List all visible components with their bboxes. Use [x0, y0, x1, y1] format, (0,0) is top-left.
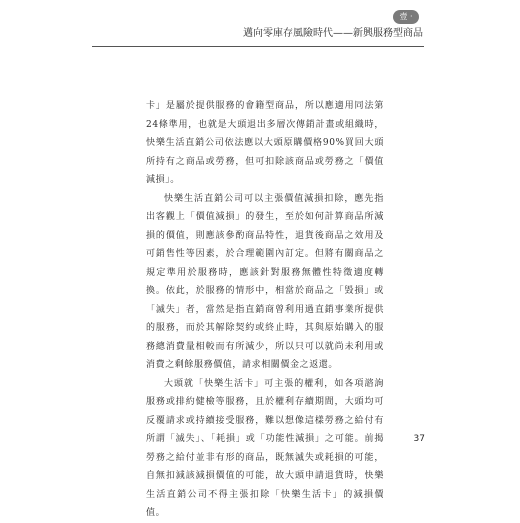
paragraph-1: 卡」是屬於提供服務的會籍型商品，所以應適用同法第24條準用，也就是大頭退出多層次傳銷計畫或組織時，快樂生活直銷公司依法應以大頭原購價格90%買回大頭所持有之商品或勞務，但可扣除該商品或勞務之「價值減損」。	[146, 101, 384, 185]
header-divider	[92, 46, 424, 47]
paragraph-2: 快樂生活直銷公司可以主張價值減損扣除，應先指出客觀上「價值減損」的發生，至於如何計算商品所減損的價值，則應該參酌商品特性，退貨後商品之效用及可銷售性等因素，於合理範圍內訂定。但將有關商品之規定準用於服務時，應該針對服務無體性特徵適度轉換。依此，於服務的情形中，相當於商品之「毀損」或「滅失」者，當然是指直銷商曾利用過直銷事業所提供的服務，而於其解除契約或終止時，其與原始購入的服務總消費量相較而有所減少，所以只可以就尚未利用或消費之剩餘服務價值，請求相關價金之返還。	[146, 193, 384, 370]
chapter-badge: 壹 ·	[393, 10, 419, 24]
running-header-title: 邁向零庫存風險時代——新興服務型商品	[243, 28, 423, 39]
paragraph-3: 大頭就「快樂生活卡」可主張的權利，如各項諮詢服務或排約健檢等服務，且於權利存續期間，大頭均可反覆請求或持續接受服務，難以想像這樣勞務之給付有所謂「滅失」、「耗損」或「功能性減損」之可能。前揭勞務之給付並非有形的商品，既無滅失或耗損的可能，自無扣減該減損價值的可能，故大頭申請退貨時，快樂生活直銷公司不得主張扣除「快樂生活卡」的減損價值。	[146, 378, 384, 518]
body-text	[146, 97, 384, 523]
page-number: 37	[413, 434, 425, 444]
